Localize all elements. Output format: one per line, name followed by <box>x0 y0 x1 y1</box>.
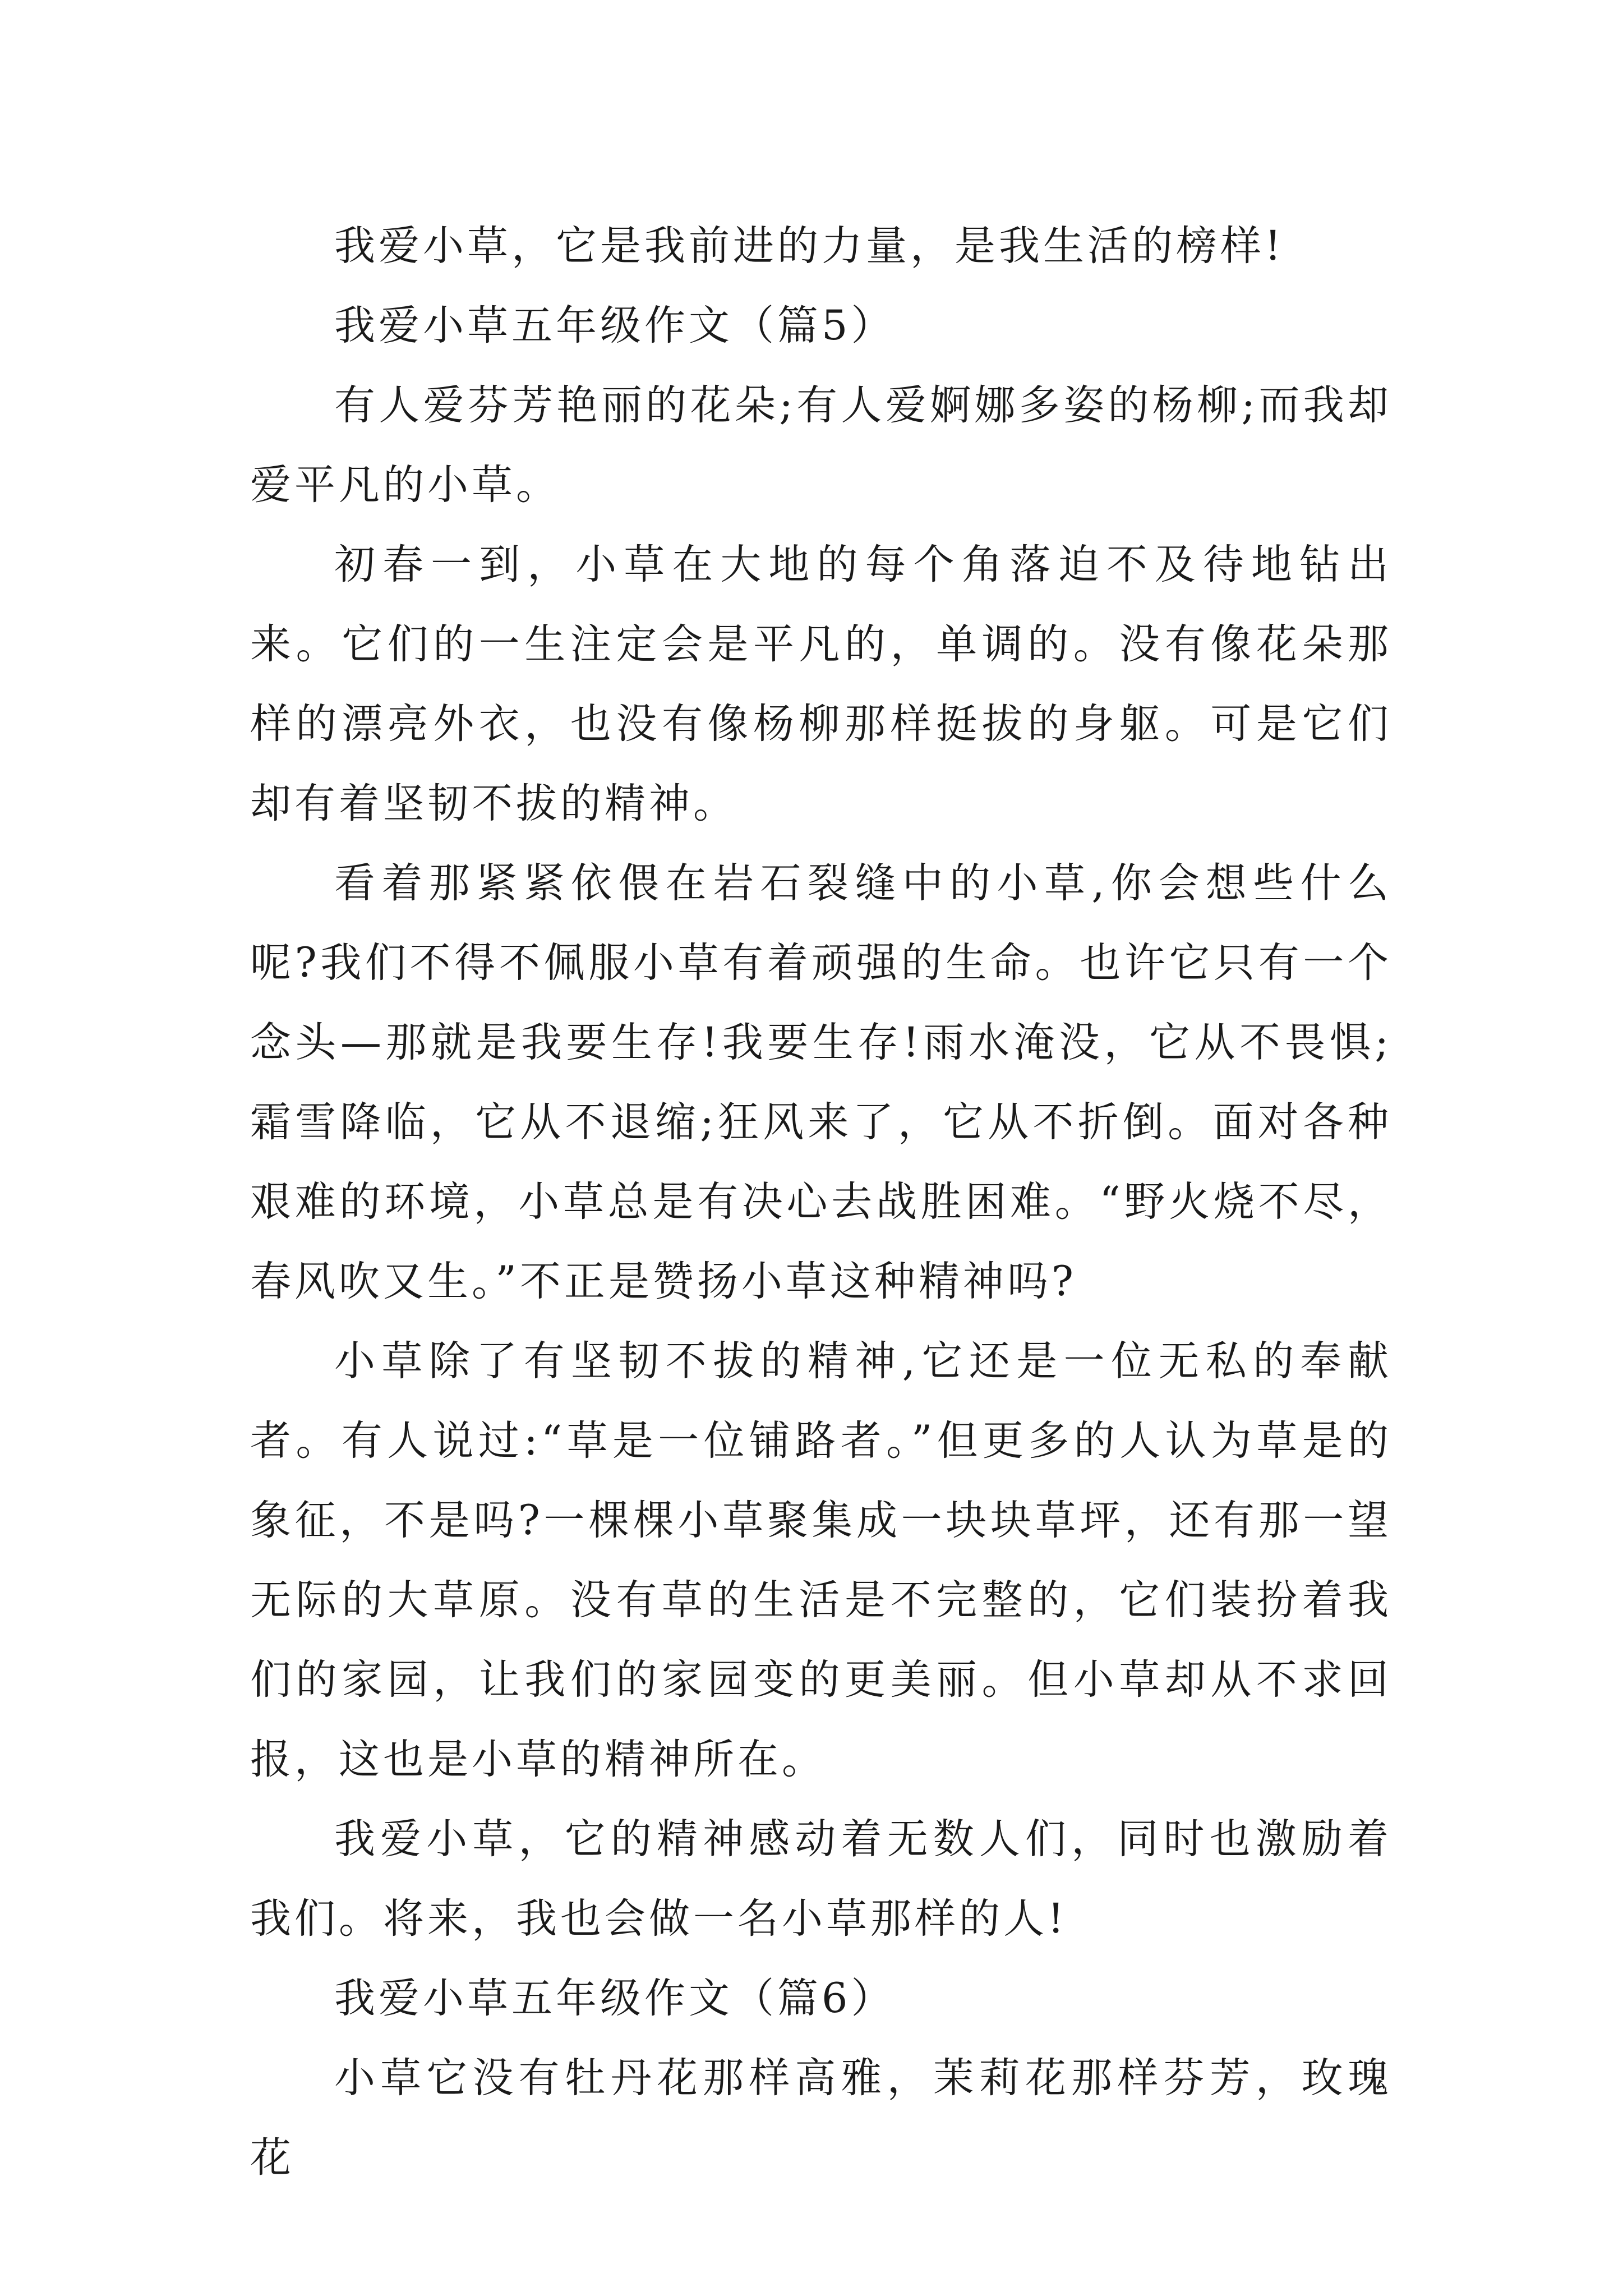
paragraph-7: 小草它没有牡丹花那样高雅，茉莉花那样芬芳，玫瑰花 <box>250 2054 1392 2182</box>
paragraph-2: 有人爱芬芳艳丽的花朵;有人爱婀娜多姿的杨柳;而我却爱平凡的小草。 <box>250 381 1392 509</box>
paragraph-3: 初春一到，小草在大地的每个角落迫不及待地钻出来。它们的一生注定会是平凡的，单调的。没有像花朵那样的漂亮外衣，也没有像杨柳那样挺拔的身躯。可是它们却有着坚韧不拔的精神。 <box>250 541 1392 827</box>
section-heading-6: 我爱小草五年级作文（篇6） <box>334 1975 896 2022</box>
paragraph-6: 我爱小草，它的精神感动着无数人们，同时也激励着我们。将来，我也会做一名小草那样的人! <box>250 1815 1392 1943</box>
paragraph-1: 我爱小草，它是我前进的力量，是我生活的榜样! <box>334 222 1285 270</box>
paragraph-5: 小草除了有坚韧不拔的精神,它还是一位无私的奉献者。有人说过:“草是一位铺路者。”但更多的人认为草是的象征，不是吗?一棵棵小草聚集成一块块草坪，还有那一望无际的大草原。没有草的生活是不完整的，它们装扮着我们的家园，让我们的家园变的更美丽。但小草却从不求回报，这也是小草的精神所在。 <box>250 1337 1392 1783</box>
section-heading-5: 我爱小草五年级作文（篇5） <box>334 302 896 349</box>
document-body <box>250 206 1392 2198</box>
paragraph-4: 看着那紧紧依偎在岩石裂缝中的小草,你会想些什么呢?我们不得不佩服小草有着顽强的生命。也许它只有一个念头—那就是我要生存!我要生存!雨水淹没，它从不畏惧;霜雪降临，它从不退缩;狂风来了，它从不折倒。面对各种艰难的环境，小草总是有决心去战胜困难。“野火烧不尽，春风吹又生。”不正是赞扬小草这种精神吗? <box>250 859 1392 1305</box>
